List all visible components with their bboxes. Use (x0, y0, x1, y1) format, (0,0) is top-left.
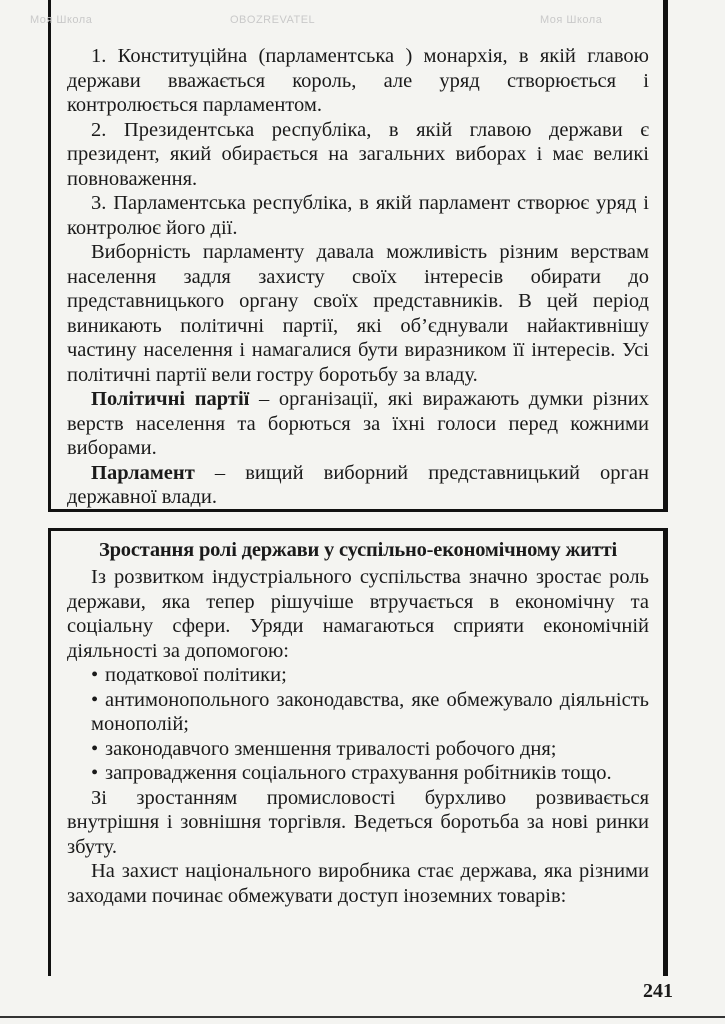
bullet-icon: • (91, 737, 99, 760)
watermark-logo: Моя Школа (30, 14, 93, 26)
protection-paragraph: На захист національного виробника стає держава, яка різними заходами починає обмежувати доступ іноземних товарів: (67, 860, 649, 907)
page-number: 241 (643, 980, 673, 1002)
list-item: • запровадження соціального страхування робітників тощо. (91, 762, 612, 784)
intro-paragraph: Із розвитком індустріального суспільства значно зростає роль держави, яка тепер рішучіше втручається в економічну та соціальну сфери. Уряди намагаються сприяти економічній діяльності за допомогою: (67, 566, 649, 662)
term-political-parties: Політичні партії (91, 388, 250, 410)
item-parliamentary-republic: 3. Парламентська республіка, в якій парламент створює уряд і контролює його дії. (67, 192, 649, 239)
definition-parliament (67, 461, 649, 510)
definition-political-parties (67, 387, 649, 461)
watermark-logo: Моя Школа (540, 14, 603, 26)
list-item: • податкової політики; (91, 664, 287, 686)
section-title: Зростання ролі держави у суспільно-економічному житті (98, 539, 618, 561)
item-presidential-republic: 2. Президентська республіка, в якій главою держави є президент, який обирається на загальних виборах і має великі повноваження. (67, 118, 649, 190)
bullet-icon: • (91, 664, 99, 686)
list-item: • законодавчого зменшення тривалості робочого дня; (91, 737, 557, 760)
section-state-role (48, 528, 668, 976)
section-definitions (48, 0, 668, 512)
definition-parliament-text: – вищий виборний представницький орган державної влади. (67, 461, 649, 508)
list-item: • антимонопольного законодавства, яке обмежувало діяльність монополій; (91, 688, 649, 735)
item-constitutional-monarchy: 1. Конституційна (парламентська ) монархія, в якій главою держави вважається король, але уряд створюється і контролюється парламентом. (67, 45, 649, 116)
term-parliament: Парламент (91, 461, 195, 484)
definition-political-parties-text: – організації, які виражають думки різних верств населення та борються за їхні голоси перед кожними виборами. (67, 388, 649, 459)
trade-paragraph: Зі зростанням промисловості бурхливо розвивається внутрішня і зовнішня торгівля. Ведеться боротьба за нові ринки збуту. (67, 786, 649, 858)
bullet-icon: • (91, 688, 99, 711)
bottom-rule (0, 1016, 725, 1018)
paragraph-elections: Виборність парламенту давала можливість різним верствам населення задля захисту своїх інтересів обирати до представницького органу своїх представників. В цей період виникають політичні партії, які об’єднували найактивнішу частину населення і намагалися бути виразником її інтересів. Усі політичні партії вели гостру боротьбу за владу. (67, 241, 649, 386)
watermark-logo: OBOZREVATEL (230, 14, 316, 26)
bullet-icon: • (91, 762, 99, 784)
